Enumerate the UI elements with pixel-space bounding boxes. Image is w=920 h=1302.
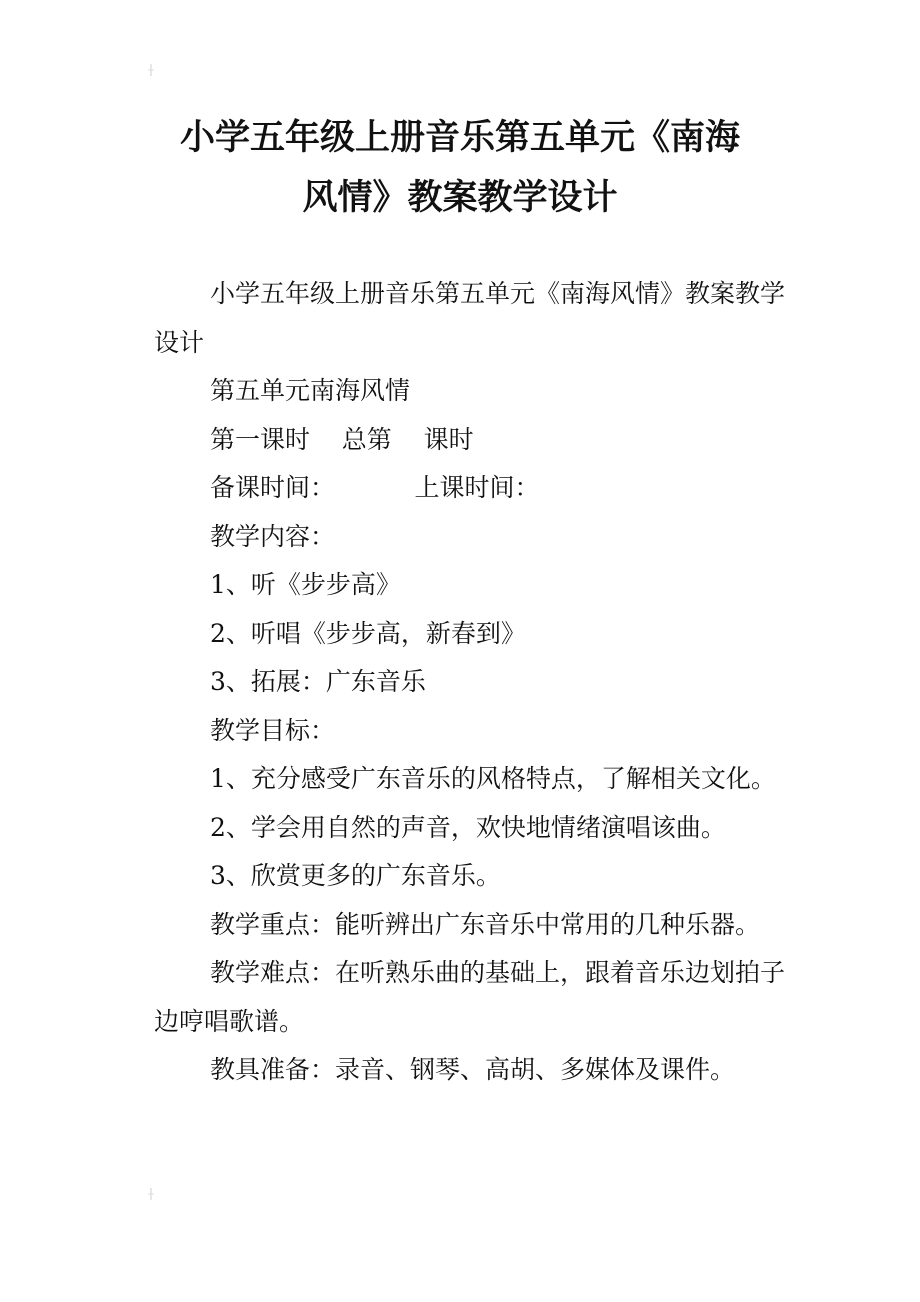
key-point-paragraph: 教学重点：能听辨出广东音乐中常用的几种乐器。 [210,909,761,939]
content-item-3: 3、拓展：广东音乐 [210,667,426,696]
materials-paragraph: 教具准备：录音、钢琴、高胡、多媒体及课件。 [210,1055,736,1084]
lesson-period-paragraph: 第一课时 总第 课时 [210,424,474,454]
corner-crop-mark-icon [146,1188,156,1200]
document-title [130,108,790,228]
lesson-times-paragraph: 备课时间： 上课时间： [210,473,540,502]
content-heading: 教学内容： [210,521,336,551]
corner-crop-mark-icon [146,64,156,76]
document-body [154,270,794,1095]
goal-item-1: 1、充分感受广东音乐的风格特点，了解相关文化。 [210,764,776,793]
unit-name-paragraph: 第五单元南海风情 [210,376,411,405]
content-item-1: 1、听《步步高》 [210,570,401,599]
goal-item-3: 3、欣赏更多的广东音乐。 [210,861,501,890]
document-title-line-2: 风情》教案教学设计 [302,178,618,218]
goals-heading: 教学目标： [210,715,336,745]
goal-item-2: 2、学会用自然的声音，欢快地情绪演唱该曲。 [210,812,726,842]
content-item-2: 2、听唱《步步高，新春到》 [210,618,526,648]
difficulty-paragraph: 教学难点：在听熟乐曲的基础上，跟着音乐边划拍子边哼唱歌谱。 [154,958,786,1036]
intro-title-paragraph: 小学五年级上册音乐第五单元《南海风情》教案教学设计 [154,279,786,357]
document-title-line-1: 小学五年级上册音乐第五单元《南海 [179,118,740,158]
